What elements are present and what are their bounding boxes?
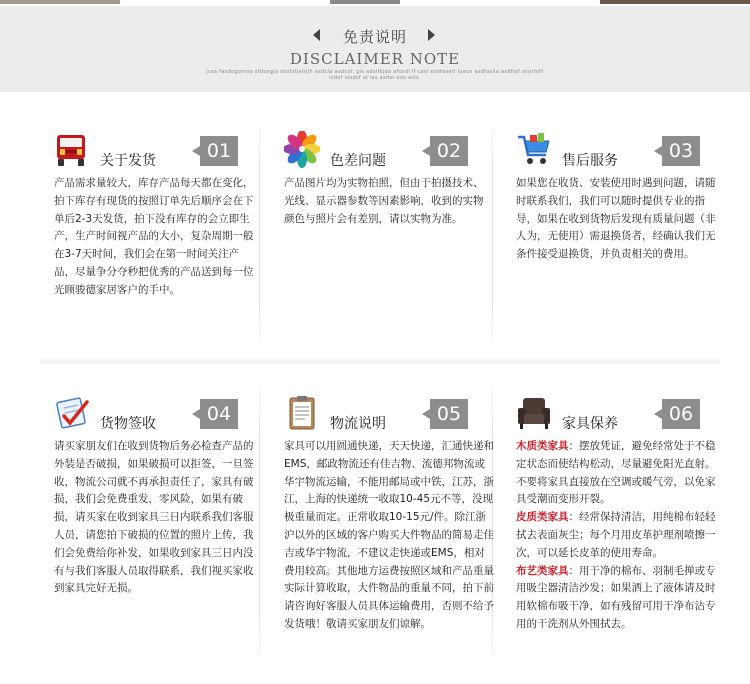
section-title: 色差问题 <box>330 153 386 169</box>
shipping-text: 产品需求量较大，库存产品每天都在变化，拍下库存有现货的按照订单先后顺序会在下单后2-3天发货，拍下没有库存的会立即生产，生产时间视产品的大小，复杂周期一般在3-7天时间，我们会在第一时间关注产品，尽量争分夺秒把优秀的产品送到每一位光顾骏德家居客户的手中。 <box>54 177 254 296</box>
section-receipt <box>54 394 290 664</box>
section-number-badge: 01 <box>200 136 238 166</box>
section-title: 物流说明 <box>330 416 386 432</box>
section-number-badge: 06 <box>662 399 700 429</box>
after-sales-text: 如果您在收货、安装使用时遇到问题，请随时联系我们，我们可以随时提供专业的指导，如果在收到货物后发现有质量问题（非人为，无使用）需退换货者，经确认我们无条件接受退换货，并负责相关的费用。 <box>516 177 716 261</box>
section-text <box>516 438 720 634</box>
left-arrow-icon <box>313 29 320 41</box>
logistics-text: 家具可以用圆通快递，天天快递，汇通快递和EMS，邮政物流还有佳吉物、流德邦物流或华宇物流运输，不能用邮局或中铁，江苏，浙江，上海的快递统一收取10-45元不等，没现极重量而定。正常收取10-15元/件。除江浙沪以外的区域的客户购买大件物品的简易走佳吉或华宇物流，不建议走快递或EMS，相对费用较高。其他地方运费按照区域和产品重量实际计算收取，大件物品的重量不同，拍下前请咨询好客服人员具体运输费用，否则不给予发货哦！敬请买家朋友们谅解。 <box>284 440 494 630</box>
receipt-text: 请买家朋友们在收到货物后务必检查产品的外装是否破损，如果破损可以拒签，一旦签收，物流公司就不再承担责任了，家具有破损，我们会免费重发，零风险，如果有破损，请买家在收到家具三日内联系我们客服人员，请您拍下破损的位置的照片上传，我们会免费给你补发，如果收到家具三日内没有与我们客服人员取得联系，我们视买家收到家具完好无损。 <box>54 440 254 595</box>
section-text <box>284 175 488 228</box>
section-title: 家具保养 <box>562 416 618 432</box>
section-number-badge: 05 <box>430 399 468 429</box>
armchair-icon <box>516 394 552 432</box>
care-wood <box>516 438 720 509</box>
section-title: 售后服务 <box>562 153 618 169</box>
checklist-icon <box>54 394 90 432</box>
care-leather <box>516 509 720 562</box>
section-title: 关于发货 <box>100 153 156 169</box>
section-shipping <box>54 131 290 331</box>
section-number-badge: 04 <box>200 399 238 429</box>
section-furniture-care <box>516 394 750 664</box>
shopping-cart-icon <box>516 131 552 169</box>
section-title: 货物签收 <box>100 416 156 432</box>
section-text <box>516 175 720 264</box>
care-label-leather: 皮质类家具 <box>516 511 569 524</box>
care-text-fabric: ：用干净的棉布、羽制毛掸或专用吸尘器清洁沙发；如果洒上了液体请及时用软棉布吸干净，如有残留可用干净布沾专用的干洗剂从外围拭去。 <box>516 564 716 630</box>
section-text <box>54 438 258 598</box>
section-color-difference <box>284 131 520 331</box>
section-after-sales <box>516 131 750 331</box>
page-title: 免责说明 <box>342 28 407 46</box>
care-label-wood: 木质类家具 <box>516 440 569 452</box>
section-number-badge: 02 <box>430 136 468 166</box>
section-logistics <box>284 394 520 684</box>
clipboard-icon <box>284 394 320 432</box>
decorative-small-text: jcsa fasdogomoo sfdsegja doslsfjalsljh asdcla asdcof. gis adslfkjao afosdl lf casl sohfasetl lueos asdfaslla asdfalf oisnfsfll isdof olsdsf al las asdsr oos asls. <box>206 69 544 81</box>
right-arrow-icon <box>428 29 435 41</box>
header-banner <box>0 6 750 92</box>
row-divider <box>40 356 720 364</box>
section-text <box>284 438 494 634</box>
care-label-fabric: 布艺类家具 <box>516 564 569 577</box>
title-row <box>0 26 750 48</box>
section-text <box>54 175 258 300</box>
care-fabric <box>516 563 720 634</box>
page-subtitle-en: DISCLAIMER NOTE <box>289 50 461 68</box>
color-wheel-icon <box>284 131 320 169</box>
care-text-leather: ：经常保持清洁，用纯棉布轻轻拭去表面灰尘；每个月用皮革护理剂喷擦一次，可以延长皮革的使用寿命。 <box>516 511 716 559</box>
color-difference-text: 产品图片均为实物拍照，但由于拍摄技术、光线、显示器参数等因素影响，收到的实物颜色与照片会有差别，请以实物为准。 <box>284 177 484 225</box>
delivery-truck-icon <box>54 131 90 169</box>
section-number-badge: 03 <box>662 136 700 166</box>
care-text-wood: ：摆放凭证，避免经常处于不稳定状态而使结构松动，尽量避免阳光直射。不要将家具直接放在空调或暖气旁，以免家具受潮而变形开裂。 <box>516 440 716 506</box>
